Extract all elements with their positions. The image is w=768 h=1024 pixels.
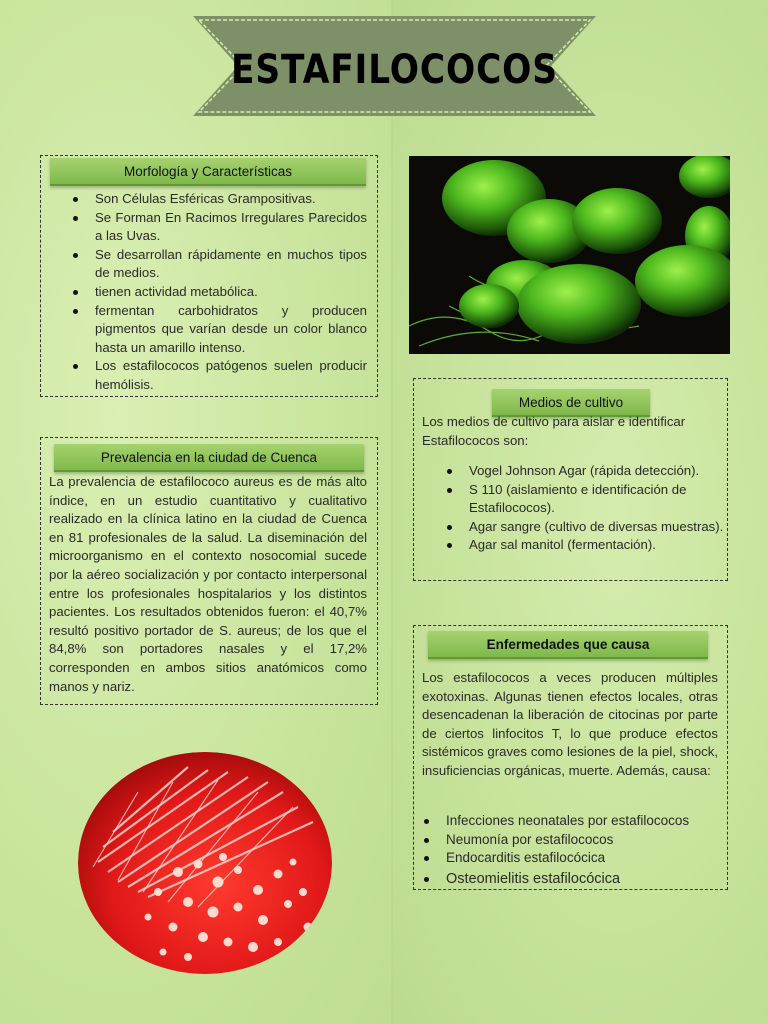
morfologia-list — [95, 190, 367, 395]
medios-intro: Los medios de cultivo para aislar e identificar Estafilococos son: — [422, 414, 686, 448]
agar-culture-photo — [78, 752, 332, 974]
list-item: Se Forman En Racimos Irregulares Parecidos a las Uvas. — [95, 209, 367, 246]
enfermedades-list — [446, 812, 716, 888]
list-item: tienen actividad metabólica. — [95, 283, 367, 302]
morfologia-header: Morfología y Características — [50, 158, 366, 186]
list-item: fermentan carbohidratos y producen pigmentos que varían desde un color blanco hasta un amarillo intenso. — [95, 302, 367, 358]
title-banner — [193, 16, 596, 116]
list-item: Los estafilococos patógenos suelen producir hemólisis. — [95, 357, 367, 394]
medios-header: Medios de cultivo — [492, 389, 650, 417]
enfermedades-text: Los estafilococos a veces producen múltiples exotoxinas. Algunas tienen efectos locales, otras desencadenan la liberación de citocinas por parte de ciertos linfocitos T, lo que produce efectos sistémicos graves como lesiones de la piel, shock, insuficiencias orgánicas, muerte. Además, causa: — [422, 670, 718, 778]
list-item: Endocarditis estafilocócica — [446, 849, 716, 868]
medios-list — [469, 462, 725, 555]
list-item: Son Células Esféricas Grampositivas. — [95, 190, 367, 209]
list-item: Infecciones neonatales por estafilococos — [446, 812, 716, 831]
list-item: Se desarrollan rápidamente en muchos tipos de medios. — [95, 246, 367, 283]
page-title: ESTAFILOCOCOS — [231, 47, 558, 93]
prevalencia-header: Prevalencia en la ciudad de Cuenca — [54, 444, 364, 472]
list-item: Neumonía por estafilococos — [446, 831, 716, 850]
prevalencia-text: La prevalencia de estafilococo aureus es de más alto índice, en un estudio cuantitativo y cualitativo realizado en la clínica latino en la ciudad de Cuenca en 81 profesionales de la salud. La diseminación del microorganismo en el contexto nosocomial sucede por la aéreo socialización y por contacto interpersonal entre los profesionales hospitalarios y los distintos pacientes. Los resultados obtenidos fueron: el 40,7% resultó positivo portador de S. aureus; de los que el 84,8% son portadores nasales y el 17,2% corresponden en ambos sitios anatómicos como manos y nariz. — [49, 474, 367, 694]
page-seam — [391, 0, 393, 1024]
list-item: Osteomielitis estafilocócica — [446, 870, 716, 889]
list-item: Vogel Johnson Agar (rápida detección). — [469, 462, 725, 481]
bacteria-micrograph — [409, 156, 730, 354]
list-item: S 110 (aislamiento e identificación de Estafilococos). — [469, 481, 725, 518]
enfermedades-header: Enfermedades que causa — [428, 631, 708, 659]
list-item: Agar sal manitol (fermentación). — [469, 536, 725, 555]
list-item: Agar sangre (cultivo de diversas muestras). — [469, 518, 725, 537]
